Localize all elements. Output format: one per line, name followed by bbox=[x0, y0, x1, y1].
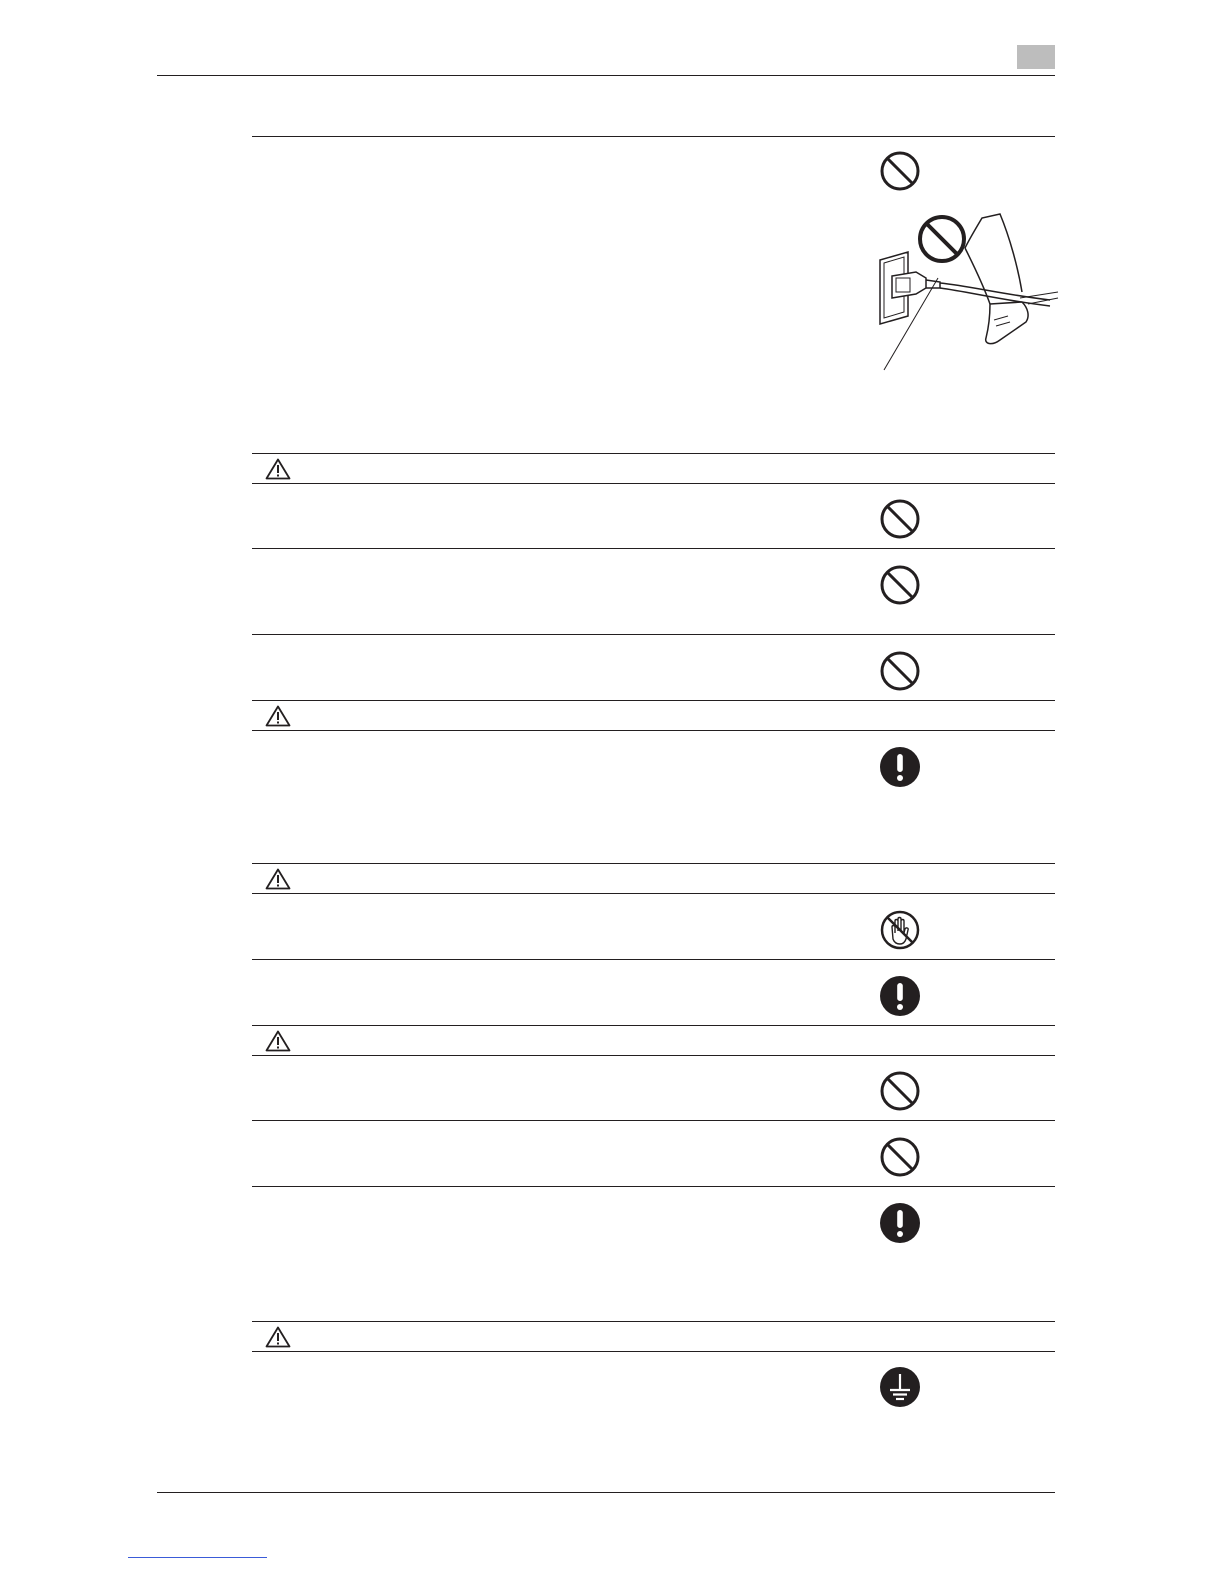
row-divider bbox=[252, 634, 1055, 635]
section-header-top-rule bbox=[252, 863, 1055, 864]
do-not-touch-hand-icon bbox=[879, 909, 921, 951]
warning-triangle-icon bbox=[265, 1030, 291, 1052]
header-rule bbox=[157, 75, 1055, 76]
section-header-bottom-rule bbox=[252, 1055, 1055, 1056]
section-header-bottom-rule bbox=[252, 893, 1055, 894]
section-header-top-rule bbox=[252, 453, 1055, 454]
warning-triangle-icon bbox=[265, 1326, 291, 1348]
mandatory-action-icon bbox=[879, 746, 921, 788]
prohibition-icon bbox=[879, 498, 921, 540]
power-plug-trip-hazard-illustration bbox=[860, 208, 1060, 373]
section-header-bottom-rule bbox=[252, 483, 1055, 484]
section-header-bottom-rule bbox=[252, 1351, 1055, 1352]
row-divider bbox=[252, 548, 1055, 549]
footer-link-underline[interactable] bbox=[128, 1557, 267, 1558]
row-divider bbox=[252, 1186, 1055, 1187]
warning-triangle-icon bbox=[265, 705, 291, 727]
prohibition-icon bbox=[879, 1070, 921, 1112]
warning-triangle-icon bbox=[265, 458, 291, 480]
prohibition-icon bbox=[879, 650, 921, 692]
mandatory-action-icon bbox=[879, 975, 921, 1017]
section-header-top-rule bbox=[252, 1025, 1055, 1026]
section-header-bottom-rule bbox=[252, 730, 1055, 731]
row-divider bbox=[252, 136, 1055, 137]
section-header-top-rule bbox=[252, 700, 1055, 701]
row-divider bbox=[252, 959, 1055, 960]
row-divider bbox=[252, 1120, 1055, 1121]
mandatory-action-icon bbox=[879, 1202, 921, 1244]
ground-connection-icon bbox=[879, 1366, 921, 1408]
prohibition-icon bbox=[879, 564, 921, 606]
page-number-tab bbox=[1017, 45, 1055, 69]
section-header-top-rule bbox=[252, 1321, 1055, 1322]
prohibition-icon bbox=[879, 1136, 921, 1178]
footer-rule bbox=[157, 1492, 1055, 1493]
warning-triangle-icon bbox=[265, 868, 291, 890]
prohibition-icon bbox=[879, 150, 921, 192]
